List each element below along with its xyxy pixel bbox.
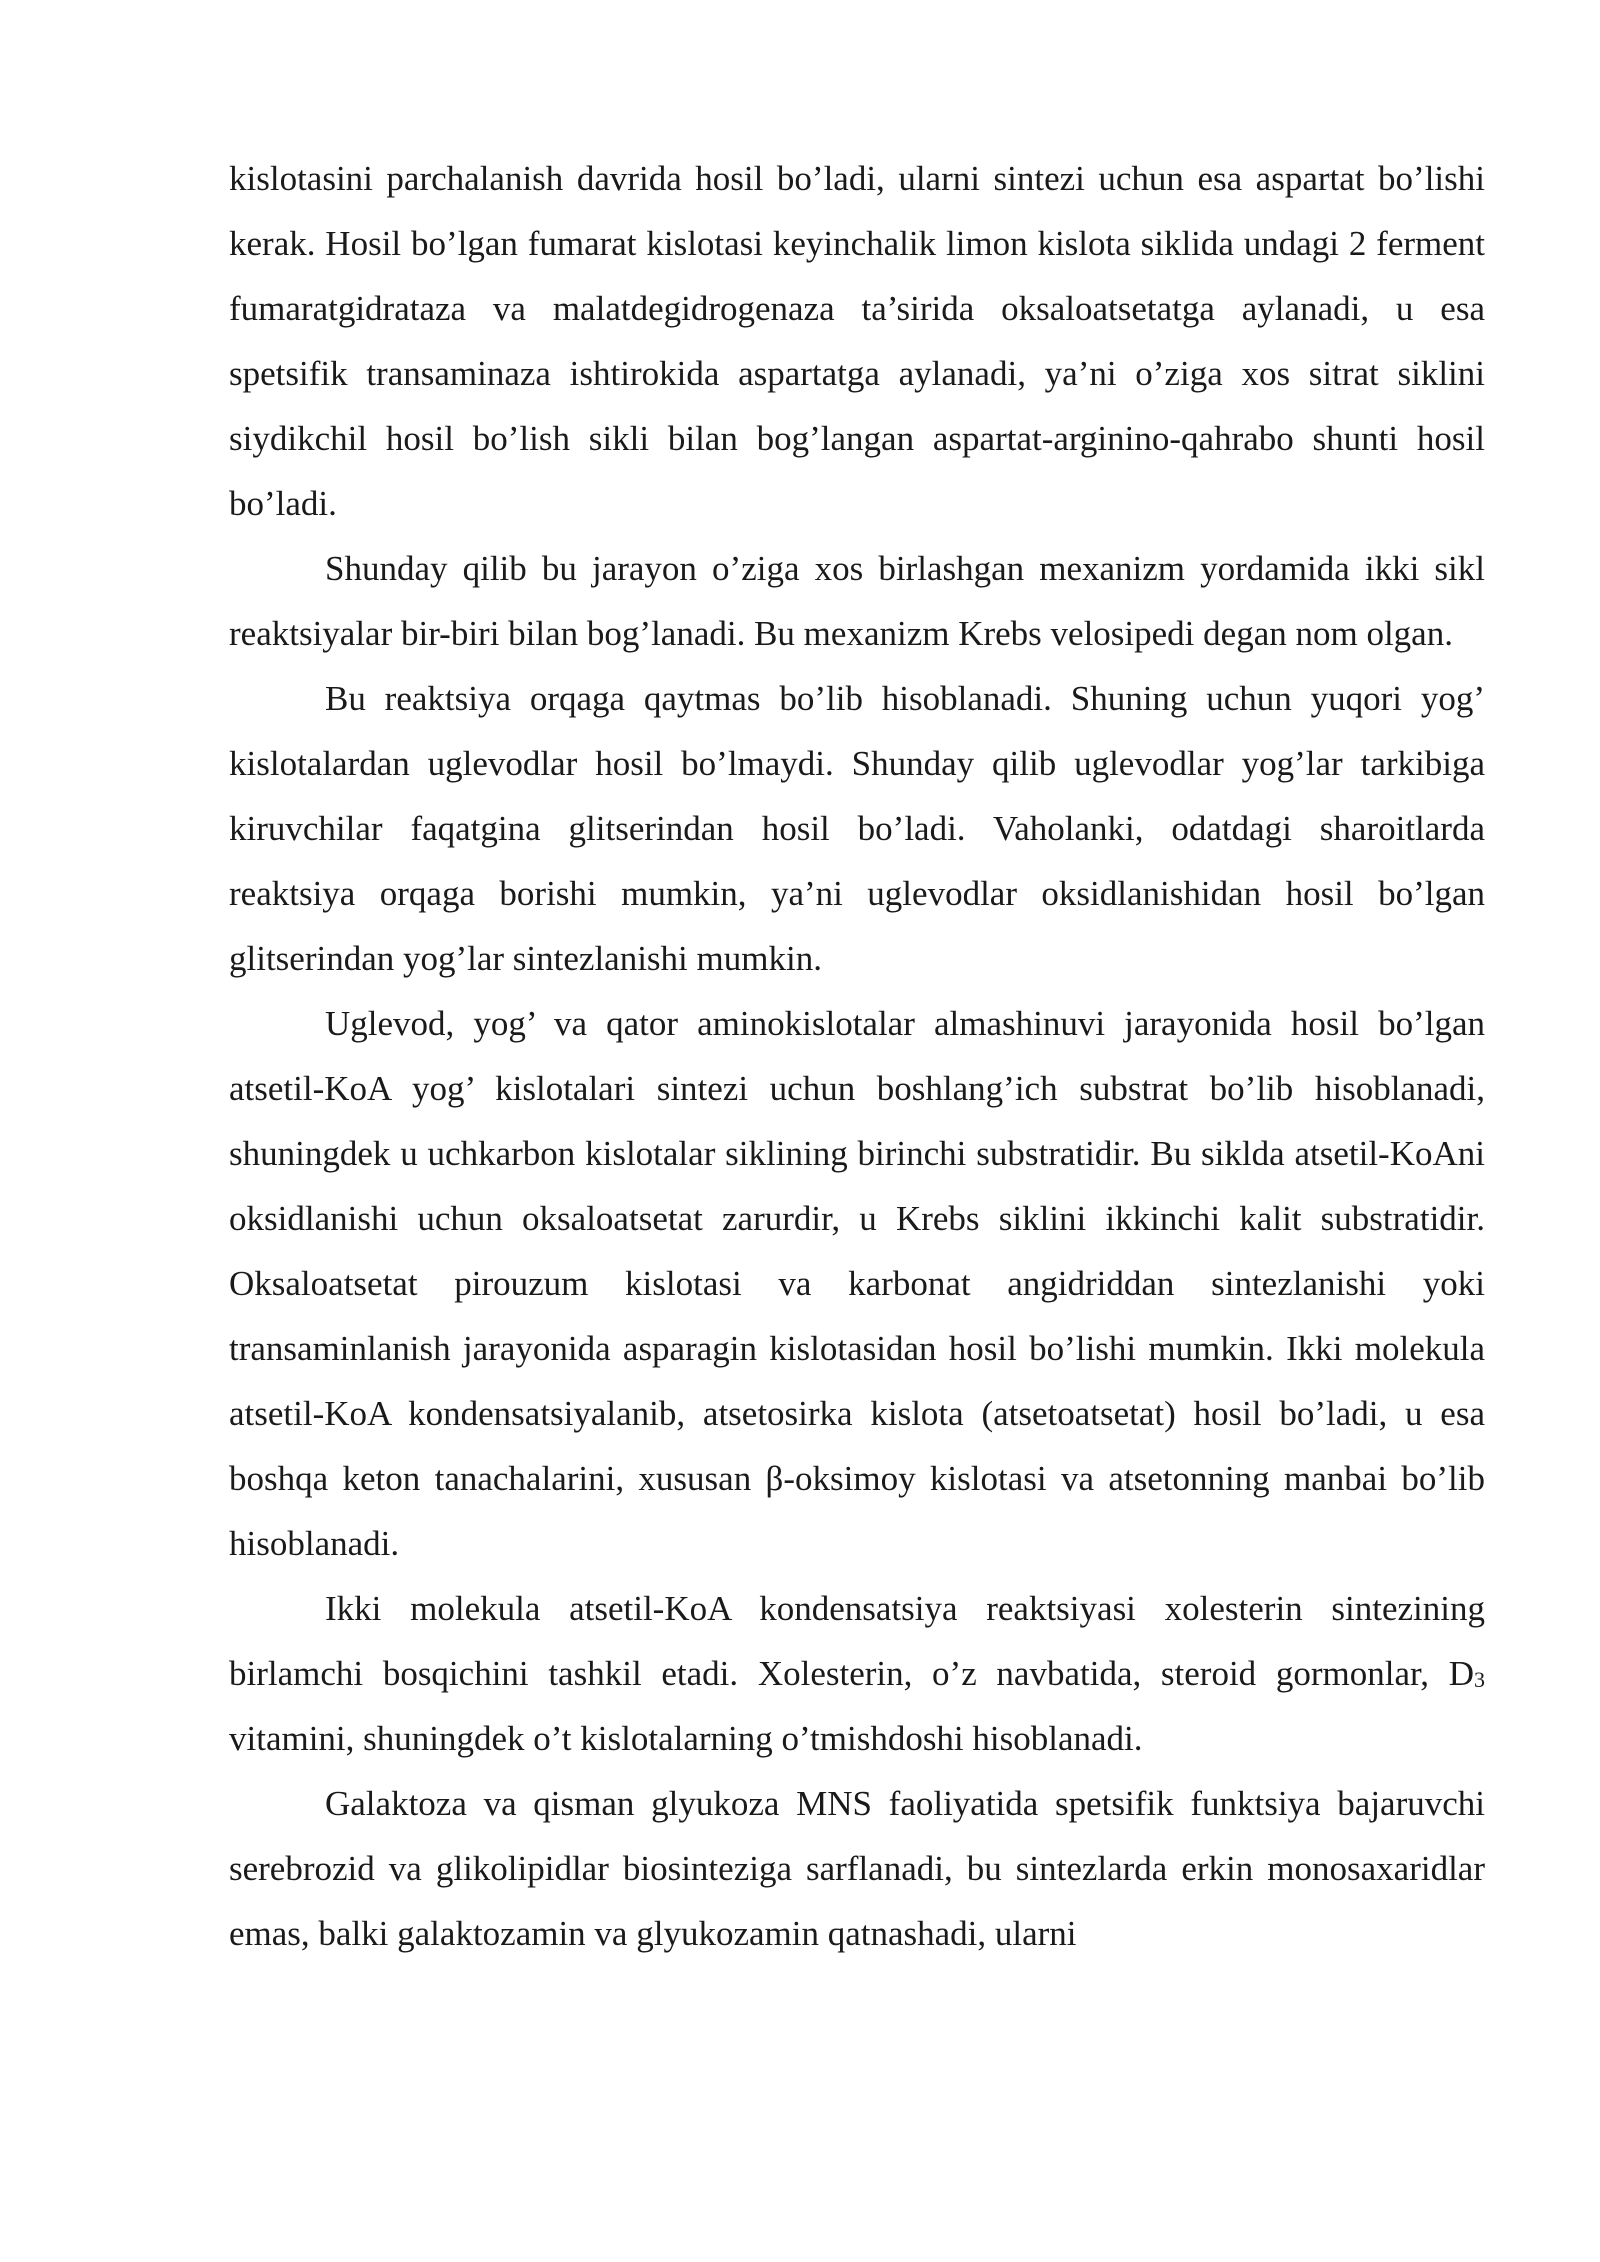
paragraph-5-text-before: Ikki molekula atsetil-KoA kondensatsiya reaktsiyasi xolesterin sintezining birlamchi bosqichini tashkil etadi. Xolesterin, o’z navbatida, steroid gormonlar, D (229, 1589, 1485, 1693)
paragraph-5-subscript: 3 (1474, 1667, 1485, 1692)
paragraph-1: kislotasini parchalanish davrida hosil bo’ladi, ularni sintezi uchun esa aspartat bo’lishi kerak. Hosil bo’lgan fumarat kislotasi keyinchalik limon kislota siklida undagi 2 ferment fumaratgidrataza va malatdegidrogenaza ta’sirida oksaloatsetatga aylanadi, u esa spetsifik transaminaza ishtirokida aspartatga aylanadi, ya’ni o’ziga xos sitrat siklini siydikchil hosil bo’lish sikli bilan bog’langan aspartat-arginino-qahrabo shunti hosil bo’ladi. (229, 159, 1485, 523)
paragraph-3: Bu reaktsiya orqaga qaytmas bo’lib hisoblanadi. Shuning uchun yuqori yog’ kislotalardan uglevodlar hosil bo’lmaydi. Shunday qilib uglevodlar yog’lar tarkibiga kiruvchilar faqatgina glitserindan hosil bo’ladi. Vaholanki, odatdagi sharoitlarda reaktsiya orqaga borishi mumkin, ya’ni uglevodlar oksidlanishidan hosil bo’lgan glitserindan yog’lar sintezlanishi mumkin. (229, 679, 1485, 978)
paragraph-6: Galaktoza va qisman glyukoza MNS faoliyatida spetsifik funktsiya bajaruvchi serebrozid va glikolipidlar biosinteziga sarflanadi, bu sintezlarda erkin monosaxaridlar emas, balki galaktozamin va glyukozamin qatnashadi, ularni (229, 1784, 1485, 1953)
document-body (229, 146, 1485, 1966)
paragraph-5-text-after: vitamini, shuningdek o’t kislotalarning o’tmishdoshi hisoblanadi. (229, 1719, 1143, 1758)
paragraph-4: Uglevod, yog’ va qator aminokislotalar almashinuvi jarayonida hosil bo’lgan atsetil-KoA yog’ kislotalari sintezi uchun boshlang’ich substrat bo’lib hisoblanadi, shuningdek u uchkarbon kislotalar siklining birinchi substratidir. Bu siklda atsetil-KoAni oksidlanishi uchun oksaloatsetat zarurdir, u Krebs siklini ikkinchi kalit substratidir. Oksaloatsetat pirouzum kislotasi va karbonat angidriddan sintezlanishi yoki transaminlanish jarayonida asparagin kislotasidan hosil bo’lishi mumkin. Ikki molekula atsetil-KoA kondensatsiyalanib, atsetosirka kislota (atsetoatsetat) hosil bo’ladi, u esa boshqa keton tanachalarini, xususan β-oksimoy kislotasi va atsetonning manbai bo’lib hisoblanadi. (229, 1004, 1485, 1563)
paragraph-2: Shunday qilib bu jarayon o’ziga xos birlashgan mexanizm yordamida ikki sikl reaktsiyalar bir-biri bilan bog’lanadi. Bu mexanizm Krebs velosipedi degan nom olgan. (229, 549, 1485, 653)
paragraph-5 (229, 1576, 1485, 1771)
